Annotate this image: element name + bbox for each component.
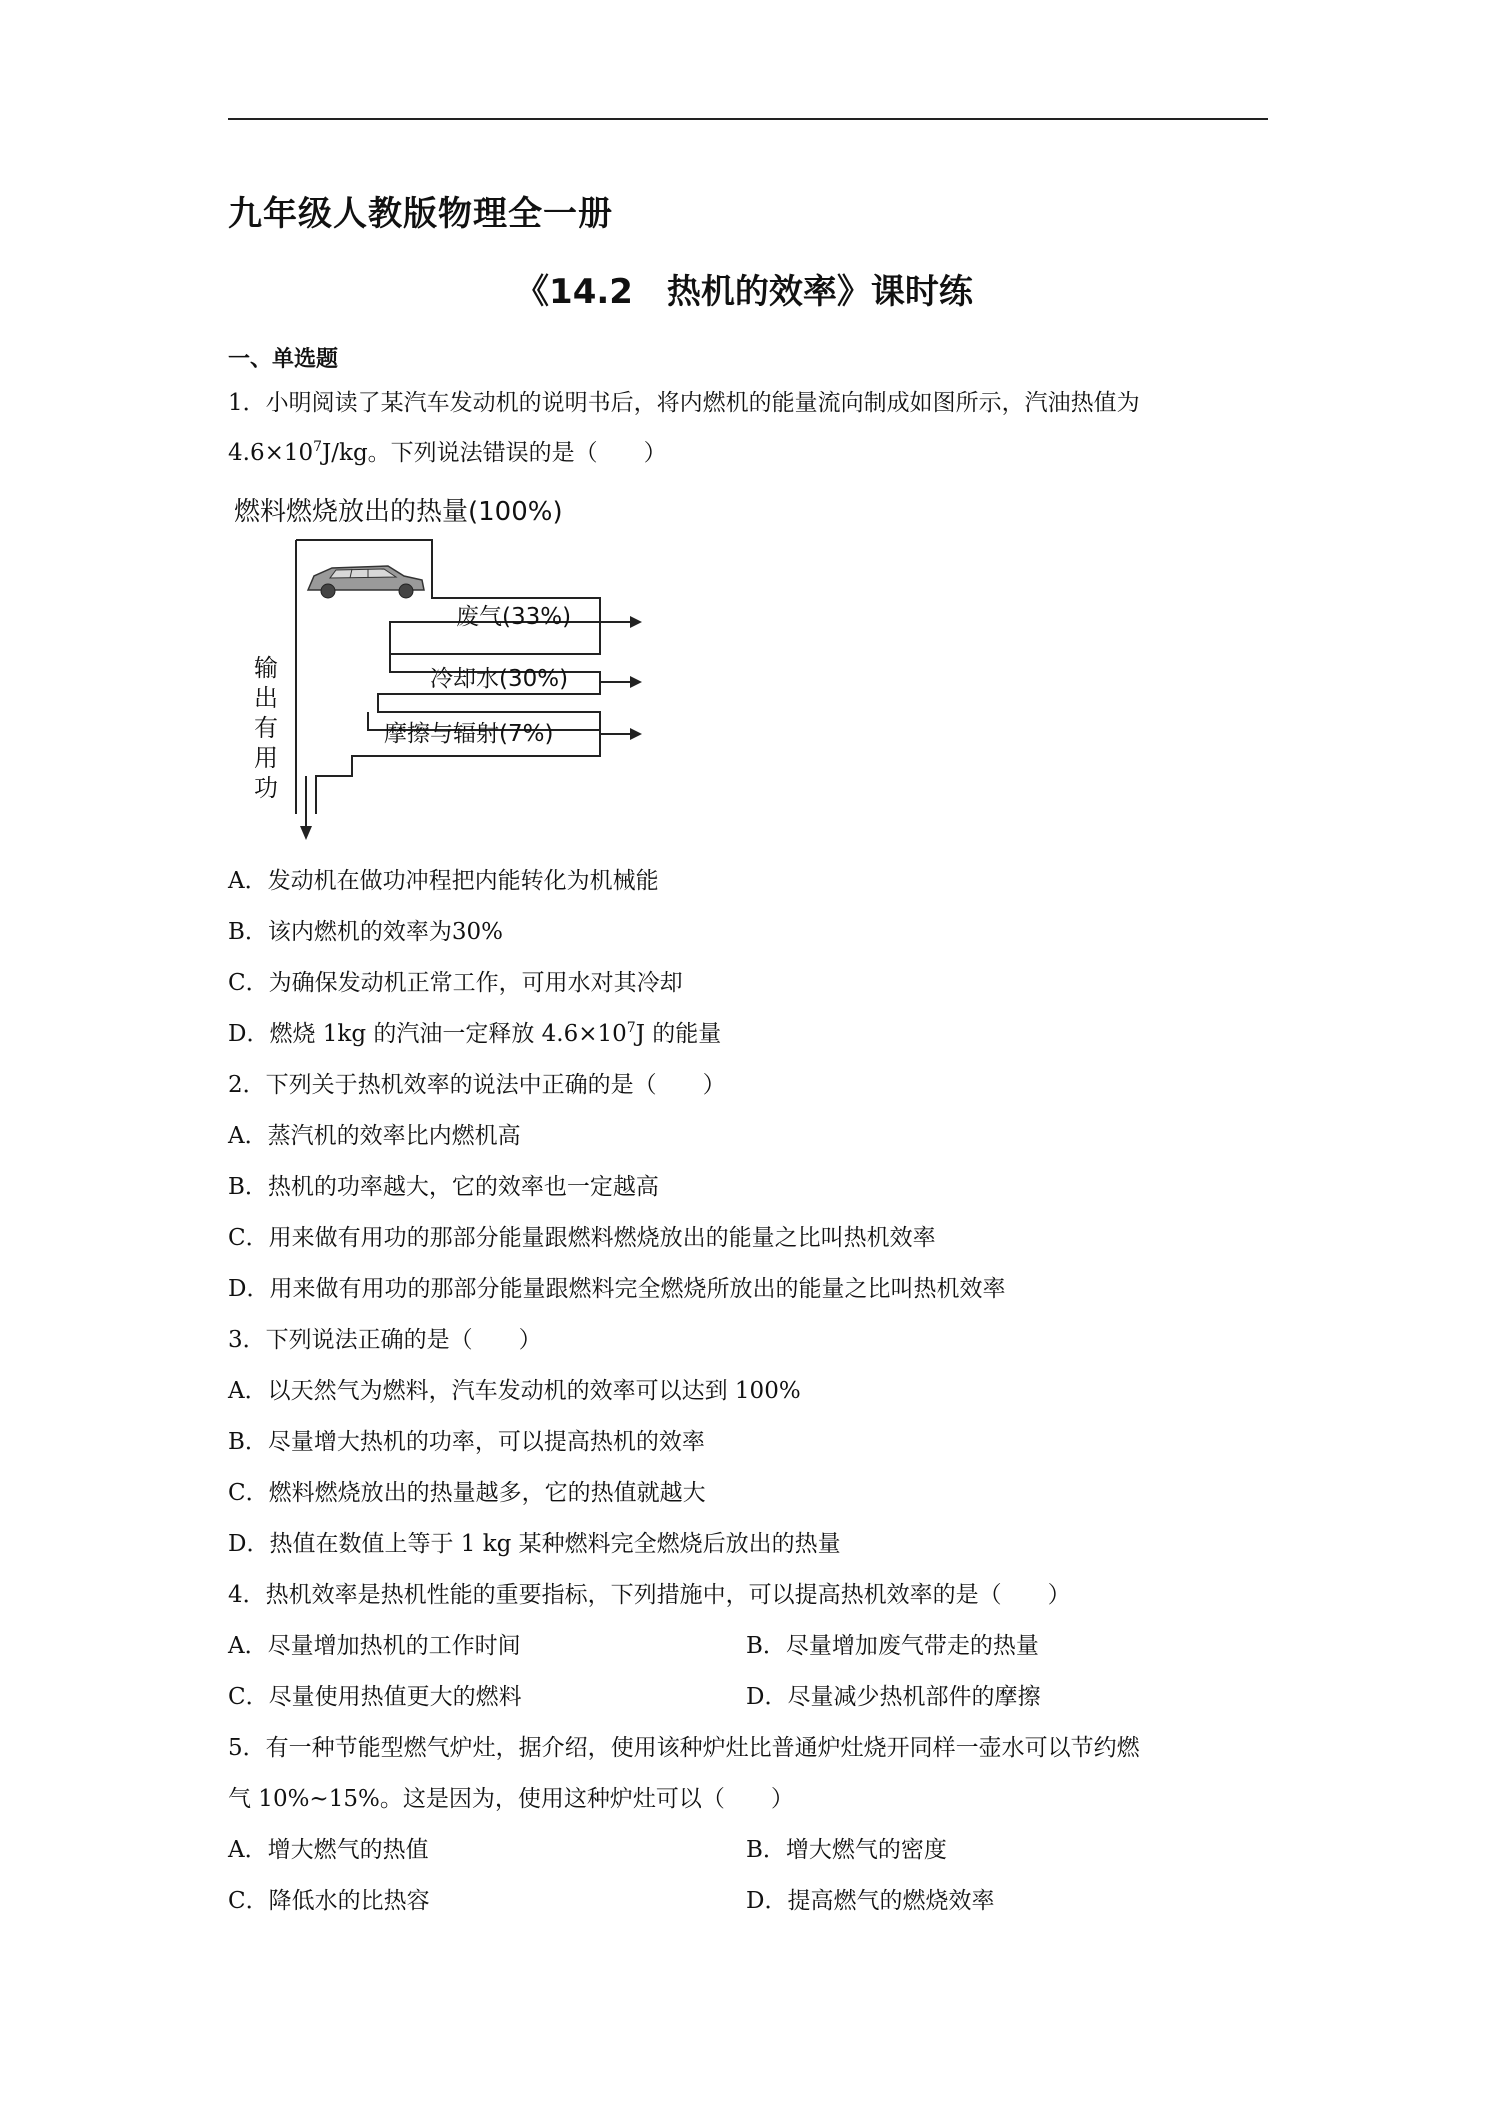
diagram-useful-work-char-2: 出 xyxy=(254,684,278,712)
lesson-title: 《14.2 热机的效率》课时练 xyxy=(515,272,973,312)
question-4-option-c: C．尽量使用热值更大的燃料 xyxy=(228,1684,522,1710)
question-5-option-c: C．降低水的比热容 xyxy=(228,1888,430,1914)
question-3-stem: 3．下列说法正确的是（ ） xyxy=(228,1327,542,1353)
energy-flow-diagram xyxy=(228,494,648,854)
question-4-option-a: A．尽量增加热机的工作时间 xyxy=(228,1633,521,1659)
diagram-waste-gas: 废气(33%) xyxy=(456,604,572,630)
diagram-useful-work-char-5: 功 xyxy=(254,774,278,802)
question-1-option-b: B．该内燃机的效率为30% xyxy=(228,919,504,945)
diagram-friction-radiation: 摩擦与辐射(7%) xyxy=(384,721,554,747)
diagram-useful-work-char-3: 有 xyxy=(254,714,278,742)
question-5-option-a: A．增大燃气的热值 xyxy=(228,1837,429,1863)
question-3-option-a: A．以天然气为燃料，汽车发动机的效率可以达到 100% xyxy=(228,1378,801,1404)
question-5-stem-line1: 5．有一种节能型燃气炉灶，据介绍，使用该种炉灶比普通炉灶烧开同样一壶水可以节约燃 xyxy=(228,1735,1140,1761)
question-4-stem: 4．热机效率是热机性能的重要指标，下列措施中，可以提高热机效率的是（ ） xyxy=(228,1582,1071,1608)
question-5-stem-line2: 气 10%~15%。这是因为，使用这种炉灶可以（ ） xyxy=(228,1786,794,1812)
question-3-option-b: B．尽量增大热机的功率，可以提高热机的效率 xyxy=(228,1429,705,1455)
question-4-option-d: D．尽量减少热机部件的摩擦 xyxy=(746,1684,1041,1710)
question-3-option-c: C．燃料燃烧放出的热量越多，它的热值就越大 xyxy=(228,1480,706,1506)
question-4-option-b: B．尽量增加废气带走的热量 xyxy=(746,1633,1039,1659)
diagram-top-label: 燃料燃烧放出的热量(100%) xyxy=(234,497,563,527)
question-2-option-c: C．用来做有用功的那部分能量跟燃料燃烧放出的能量之比叫热机效率 xyxy=(228,1225,936,1251)
question-2-option-b: B．热机的功率越大，它的效率也一定越高 xyxy=(228,1174,659,1200)
question-1-stem-line1: 1．小明阅读了某汽车发动机的说明书后，将内燃机的能量流向制成如图所示，汽油热值为 xyxy=(228,390,1140,416)
document-title: 九年级人教版物理全一册 xyxy=(228,194,613,234)
question-3-option-d: D．热值在数值上等于 1 kg 某种燃料完全燃烧后放出的热量 xyxy=(228,1531,841,1557)
question-5-option-d: D．提高燃气的燃烧效率 xyxy=(746,1888,995,1914)
diagram-useful-work-char-4: 用 xyxy=(254,744,278,772)
section-heading: 一、单选题 xyxy=(228,347,339,372)
diagram-useful-work-char-1: 输 xyxy=(254,654,278,682)
question-2-option-d: D．用来做有用功的那部分能量跟燃料完全燃烧所放出的能量之比叫热机效率 xyxy=(228,1276,1006,1302)
question-1-option-c: C．为确保发动机正常工作，可用水对其冷却 xyxy=(228,970,683,996)
diagram-cooling-water: 冷却水(30%) xyxy=(430,666,569,692)
question-1-stem-line2: $4.6\times 10^7J/kg$。下列说法错误的是（ ） xyxy=(228,439,667,466)
question-2-stem: 2．下列关于热机效率的说法中正确的是（ ） xyxy=(228,1072,726,1098)
question-1-option-a: A．发动机在做功冲程把内能转化为机械能 xyxy=(228,868,659,894)
header-rule xyxy=(228,118,1268,120)
question-2-option-a: A．蒸汽机的效率比内燃机高 xyxy=(228,1123,521,1149)
car-icon xyxy=(308,566,424,598)
question-5-option-b: B．增大燃气的密度 xyxy=(746,1837,947,1863)
question-1-option-d: D．燃烧 1kg 的汽油一定释放 $4.6\times 10^7J$ 的能量 xyxy=(228,1020,722,1047)
